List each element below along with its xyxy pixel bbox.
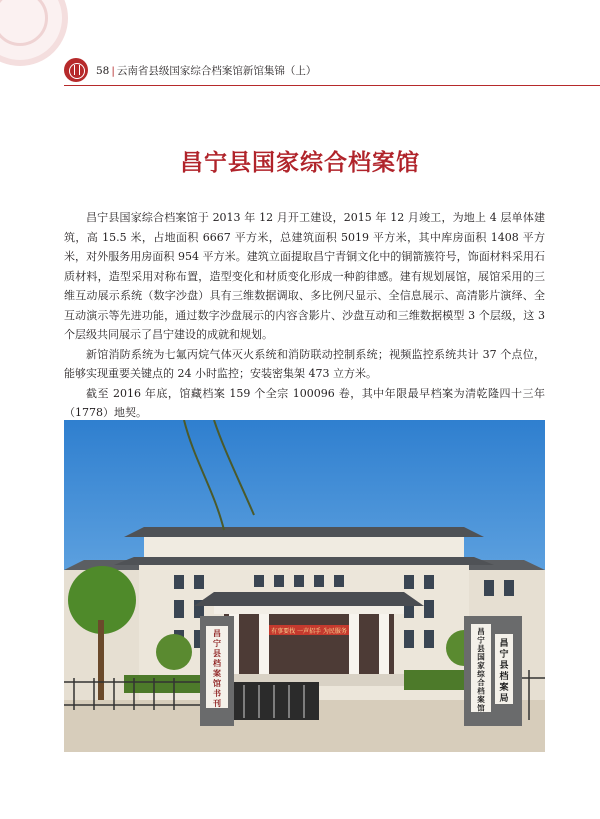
svg-text:案: 案: [499, 683, 509, 693]
sign-right-text: [477, 627, 485, 713]
building-photo: [64, 420, 545, 752]
svg-text:馆: 馆: [213, 678, 221, 688]
svg-text:国: 国: [477, 652, 485, 662]
svg-text:局: 局: [499, 694, 509, 704]
svg-text:档: 档: [213, 658, 221, 668]
article-body: [64, 208, 545, 423]
book-title: 云南省县级国家综合档案馆新馆集锦（上）: [116, 65, 317, 77]
svg-text:县: 县: [213, 648, 221, 658]
svg-text:书: 书: [213, 688, 221, 698]
svg-text:县: 县: [477, 644, 485, 653]
svg-text:馆: 馆: [477, 703, 485, 713]
svg-text:档: 档: [499, 672, 509, 682]
entrance-banner: 有事要找 一声招手 为民服务: [271, 628, 347, 635]
svg-text:宁: 宁: [213, 638, 221, 648]
paragraph-3: 截至 2016 年底，馆藏档案 159 个全宗 100096 卷，其中年限最早档案为清乾隆四十三年（1778）地契。: [64, 386, 545, 419]
page-title: 昌宁县国家综合档案馆: [180, 149, 420, 176]
paragraph-2: 新馆消防系统为七氟丙烷气体灭火系统和消防联动控制系统；视频监控系统共计 37 个点位，能够实现重要关键点的 24 小时监控；安装密集架 473 立方米。: [64, 347, 545, 380]
svg-text:宁: 宁: [499, 650, 509, 660]
page-number: 58: [96, 65, 110, 77]
svg-text:昌: 昌: [213, 628, 221, 638]
sign-left-text: [213, 628, 221, 708]
svg-text:刊: 刊: [213, 698, 221, 708]
svg-text:档: 档: [477, 686, 485, 696]
svg-text:案: 案: [213, 668, 221, 678]
svg-text:家: 家: [477, 661, 485, 670]
svg-text:县: 县: [499, 661, 509, 671]
svg-text:昌: 昌: [477, 627, 485, 636]
corner-emblem-watermark: [0, 0, 68, 66]
header-rule: [64, 85, 600, 86]
svg-text:宁: 宁: [477, 635, 485, 645]
archive-emblem-icon: [64, 58, 88, 82]
svg-text:案: 案: [477, 695, 485, 704]
svg-text:昌: 昌: [499, 639, 509, 649]
running-header: 58 | 云南省县级国家综合档案馆新馆集锦（上）: [64, 58, 600, 86]
paragraph-1: 昌宁县国家综合档案馆于 2013 年 12 月开工建设，2015 年 12 月竣工，为地上 4 层单体建筑，高 15.5 米，占地面积 6667 平方米，总建筑面积 5019 平方米，其中库房面积 1408 平方米，对外服务用房面积 954 平方米。建筑立面提取昌宁青铜文化中的铜箭簇符号，饰面材料采用石质材料，造型采用对称布置，造型变化和材质变化形成一种韵律感。建有规划展馆，展馆采用的三维互动展示系统（数字沙盘）具有三维数据调取、多比例尺显示、全信息展示、高清影片演绎、全互动演示等先进功能，通过数字沙盘展示的内容含影片、沙盘互动和三维数据模型 3 个层级，这 3 个层级共同展示了昌宁建设的成就和规划。: [64, 211, 545, 341]
svg-text:综: 综: [477, 669, 485, 679]
svg-text:合: 合: [477, 678, 485, 687]
